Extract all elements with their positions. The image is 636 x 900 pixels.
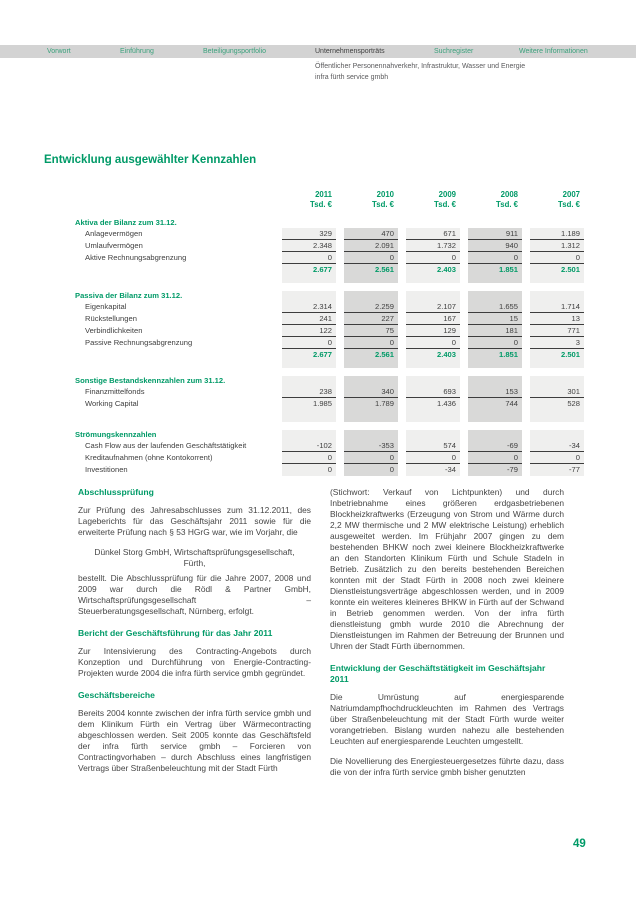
table-value-cell: 0 [468,452,522,464]
nav-item-beteiligungsportfolio[interactable]: Beteiligungsportfolio [203,48,267,55]
table-row [44,464,584,476]
row-label: Eigenkapital [85,302,127,311]
section-heading: Bericht der Geschäftsführung für das Jahr 2011 [78,628,273,638]
table-year-header-row [44,190,584,210]
table-value-cell: 2.561 [344,264,398,276]
table-value-cell: 0 [468,252,522,264]
table-value-cell: 329 [282,228,336,240]
table-value-cell: 671 [406,228,460,240]
table-value-cell: 0 [530,452,584,464]
table-label-spacer [44,361,274,368]
table-value-cell: 0 [406,337,460,349]
table-spacer-cell [406,361,460,368]
article-column-left [78,487,311,783]
article-column-right [330,487,564,787]
table-value-cell: 0 [406,452,460,464]
row-label: Sonstige Bestandskennzahlen zum 31.12. [75,376,226,385]
paragraph: Zur Prüfung des Jahresabschlusses zum 31.12.2011, des Lageberichts für das Geschäftsjahr 2011 sowie für die erweiterte Prüfung nach § 53 HGrG war, wie im Vorjahr, die [78,505,311,537]
table-spacer-cell [530,361,584,368]
table-value-cell: 13 [530,313,584,325]
section-heading: Abschlussprüfung [78,487,154,497]
table-value-cell [530,218,584,228]
paragraph: (Stichwort: Verkauf von Lichtpunkten) und durch Inbetriebnahme eines größeren erdgasbetriebenen Blockheizkraftwerks (Erzeugung von Strom und Wärme durch 2,2 MW thermische und 2 MW elektrische Leistung) erheblich ausgeweitet werden. Im Frühjahr 2007 gingen zu dem bestehenden BHKW noch zwei kleinere Blockheizkraftwerke an den Standorten Klinikum Fürth und Schule Stadeln in Betrieb. Zusätzlich zu den bereits bestehenden Bereichen konnten mit der Stadt Fürth in 2008 noch zwei kleinere Dienstleistungsverträge abgeschlossen werden, und in 2009 konnte ein weiteres kleineres BHKW in Fürth auf der Schwand in Betrieb genommen werden. Von der infra fürth dienstleistung gmbh wurde 2010 die Abrechnung der Dienstleistungen im Rahmen der Betreuung der Brunnen und Uhren der Stadt Fürth übernommen. [330,487,564,651]
year-label: 2011 [315,190,332,199]
table-spacer-cell [344,276,398,283]
table-value-cell [282,218,336,228]
table-section-row [44,376,584,386]
table-value-cell: 3 [530,337,584,349]
table-value-cell: 1.312 [530,240,584,252]
table-value-cell: 75 [344,325,398,337]
table-value-cell: 301 [530,386,584,398]
row-label: Anlagevermögen [85,229,143,238]
year-label: 2010 [376,190,394,199]
table-value-cell [406,291,460,301]
kennzahlen-table [44,190,584,476]
table-section-row [44,291,584,301]
row-label: Aktiva der Bilanz zum 31.12. [75,218,177,227]
table-row [44,337,584,349]
table-value-cell: 153 [468,386,522,398]
row-label [44,349,274,361]
nav-item-unternehmensportraets[interactable]: Unternehmensporträts [315,48,385,55]
table-value-cell: 2.107 [406,301,460,313]
row-label [44,264,274,276]
year-header-cell [344,190,398,210]
table-total-row [44,264,584,276]
table-value-cell [530,376,584,386]
table-value-cell [530,291,584,301]
table-value-cell: 122 [282,325,336,337]
table-row [44,325,584,337]
table-value-cell: -353 [344,440,398,452]
table-value-cell [344,376,398,386]
table-value-cell [344,218,398,228]
table-value-cell: 1.851 [468,349,522,361]
table-row [44,440,584,452]
table-value-cell: -79 [468,464,522,476]
table-value-cell [282,430,336,440]
table-spacer-row [44,276,584,283]
paragraph: Zur Intensivierung des Contracting-Angebots durch Konzeption und Durchführung von Energie-Contracting-Projekten wurde 2004 die infra fürth service gmbh gegründet. [78,646,311,678]
nav-item-einfuehrung[interactable]: Einführung [120,48,154,55]
unit-label: Tsd. € [496,200,518,209]
row-label: Investitionen [85,465,128,474]
table-value-cell: 0 [282,464,336,476]
table-row [44,252,584,264]
paragraph: Bereits 2004 konnte zwischen der infra fürth service gmbh und dem Klinikum Fürth ein Vertrag über Wärmecontracting abgeschlossen werden. Seit 2005 konnte das Geschäftsfeld der infra fürth service gmbh – Forcieren von Contractingvorhaben – durch Abschluss eines langfristigen Vertrags über Straßenbeleuchtung mit der Stadt Fürth [78,708,311,773]
unit-label: Tsd. € [310,200,332,209]
table-value-cell: 911 [468,228,522,240]
table-label-spacer [44,276,274,283]
table-spacer-cell [406,276,460,283]
unit-label: Tsd. € [558,200,580,209]
table-value-cell: 1.436 [406,398,460,410]
table-value-cell [344,291,398,301]
table-value-cell: 470 [344,228,398,240]
table-value-cell [468,430,522,440]
table-value-cell: 1.851 [468,264,522,276]
table-row [44,386,584,398]
table-value-cell [468,291,522,301]
table-value-cell: 0 [282,452,336,464]
table-value-cell [468,376,522,386]
table-value-cell: 1.655 [468,301,522,313]
table-value-cell: 238 [282,386,336,398]
nav-item-weitere-informationen[interactable]: Weitere Informationen [519,48,588,55]
row-label: Working Capital [85,399,139,408]
table-row [44,452,584,464]
table-value-cell [406,218,460,228]
nav-item-suchregister[interactable]: Suchregister [434,48,474,55]
row-label: Rückstellungen [85,314,137,323]
table-spacer-cell [468,361,522,368]
table-spacer-cell [530,276,584,283]
table-spacer-cell [406,410,460,422]
table-row [44,228,584,240]
table-value-cell: 2.677 [282,264,336,276]
table-value-cell: 2.677 [282,349,336,361]
section-heading: Geschäftsbereiche [78,690,155,700]
table-spacer-cell [468,276,522,283]
table-row [44,240,584,252]
table-value-cell: -69 [468,440,522,452]
table-value-cell: 15 [468,313,522,325]
table-spacer-cell [282,410,336,422]
year-header-cell [530,190,584,210]
table-value-cell: -34 [406,464,460,476]
table-spacer-cell [468,410,522,422]
row-label: Kreditaufnahmen (ohne Kontokorrent) [85,453,213,462]
table-spacer-cell [530,410,584,422]
row-label: Verbindlichkeiten [85,326,143,335]
table-value-cell: -34 [530,440,584,452]
paragraph: Die Novellierung des Energiesteuergesetzes führte dazu, dass die von der infra fürth service gmbh bisher genutzten [330,756,564,777]
row-label: Umlaufvermögen [85,241,143,250]
row-label: Strömungskennzahlen [75,430,157,439]
table-value-cell [406,430,460,440]
table-value-cell: -77 [530,464,584,476]
paragraph: Dünkel Storg GmbH, Wirtschaftsprüfungsgesellschaft, Fürth, [94,547,295,568]
unit-label: Tsd. € [434,200,456,209]
table-value-cell: 2.561 [344,349,398,361]
table-value-cell: -102 [282,440,336,452]
table-value-cell: 0 [344,452,398,464]
table-spacer-row [44,410,584,422]
table-value-cell [468,218,522,228]
table-value-cell: 1.714 [530,301,584,313]
table-value-cell: 0 [468,337,522,349]
row-label: Passiva der Bilanz zum 31.12. [75,291,183,300]
table-value-cell: 0 [344,337,398,349]
table-value-cell [282,376,336,386]
section-heading: Entwicklung der Geschäftstätigkeit im Geschäftsjahr 2011 [330,663,546,684]
year-label: 2007 [562,190,580,199]
table-value-cell: 241 [282,313,336,325]
table-value-cell: 744 [468,398,522,410]
table-value-cell: 574 [406,440,460,452]
table-label-spacer [44,410,274,422]
table-value-cell: 528 [530,398,584,410]
table-value-cell: 1.732 [406,240,460,252]
table-value-cell: 181 [468,325,522,337]
table-value-cell: 2.501 [530,349,584,361]
table-value-cell: 167 [406,313,460,325]
year-header-cell [406,190,460,210]
table-spacer-cell [282,361,336,368]
table-spacer-cell [344,361,398,368]
page-number: 49 [573,838,586,850]
table-value-cell: 0 [282,252,336,264]
running-head-category: Öffentlicher Personennahverkehr, Infrastruktur, Wasser und Energie [315,63,526,70]
running-head-company: infra fürth service gmbh [315,74,389,81]
table-row [44,313,584,325]
table-value-cell [344,430,398,440]
table-value-cell: 0 [344,252,398,264]
table-value-cell: 129 [406,325,460,337]
table-value-cell: 2.348 [282,240,336,252]
table-section-row [44,430,584,440]
table-value-cell: 2.259 [344,301,398,313]
table-value-cell: 2.314 [282,301,336,313]
table-spacer-row [44,361,584,368]
table-value-cell [406,376,460,386]
row-label: Cash Flow aus der laufenden Geschäftstätigkeit [85,441,247,450]
table-value-cell: 0 [530,252,584,264]
year-label: 2008 [500,190,518,199]
table-total-row [44,349,584,361]
paragraph: Die Umrüstung auf energiesparende Natriumdampfhochdruckleuchten im Rahmen des Vertrags über Straßenbeleuchtung mit der Stadt Fürth wurde weiter vorangetrieben. Bislang wurden nahezu alle bestehenden Leuchten auf energiesparende Leuchten umgestellt. [330,692,564,746]
nav-item-vorwort[interactable]: Vorwort [47,48,71,55]
table-value-cell: 1.189 [530,228,584,240]
table-section-row [44,218,584,228]
year-label: 2009 [438,190,456,199]
table-value-cell: 0 [406,252,460,264]
table-value-cell [282,291,336,301]
table-value-cell: 2.501 [530,264,584,276]
table-row [44,301,584,313]
table-value-cell: 771 [530,325,584,337]
table-row [44,398,584,410]
table-value-cell: 340 [344,386,398,398]
row-label: Aktive Rechnungsabgrenzung [85,253,187,262]
table-value-cell: 2.403 [406,264,460,276]
table-value-cell: 940 [468,240,522,252]
table-value-cell: 2.091 [344,240,398,252]
running-head [315,61,525,83]
table-spacer-cell [282,276,336,283]
year-header-cell [282,190,336,210]
table-value-cell [530,430,584,440]
page-title: Entwicklung ausgewählter Kennzahlen [44,153,257,166]
table-value-cell: 227 [344,313,398,325]
row-label: Passive Rechnungsabgrenzung [85,338,193,347]
table-value-cell: 0 [344,464,398,476]
table-value-cell: 0 [282,337,336,349]
unit-label: Tsd. € [372,200,394,209]
table-value-cell: 1.985 [282,398,336,410]
table-value-cell: 693 [406,386,460,398]
table-spacer-cell [344,410,398,422]
top-nav-bar [0,45,636,58]
paragraph: bestellt. Die Abschlussprüfung für die Jahre 2007, 2008 und 2009 war durch die Rödl & Partner GmbH, Wirtschaftsprüfungsgesellschaft – Steuerberatungsgesellschaft, Nürnberg, erfolgt. [78,573,311,616]
table-value-cell: 2.403 [406,349,460,361]
table-value-cell: 1.789 [344,398,398,410]
year-header-cell [468,190,522,210]
row-label: Finanzmittelfonds [85,387,145,396]
